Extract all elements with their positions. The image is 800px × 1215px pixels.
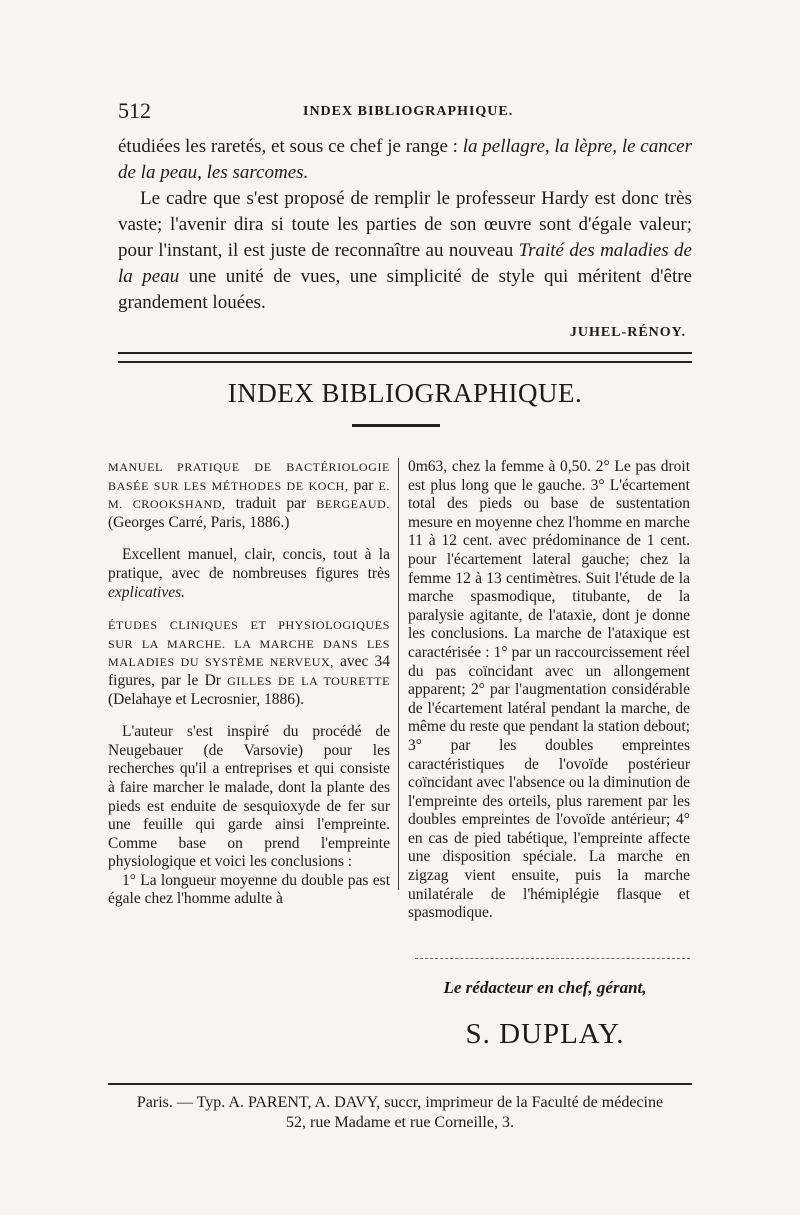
ref1-title: MANUEL PRATIQUE DE BACTÉRIOLOGIE BASÉE SUR LES MÉTHODES DE KOCH, [108, 460, 390, 493]
review1-text: Excellent manuel, clair, concis, tout à la pratique, avec de nombreuses figures très [108, 546, 390, 582]
editor-role: Le rédacteur en chef, gérant, [443, 978, 647, 997]
footer-rule [108, 1083, 692, 1085]
printer-line-1: Paris. — Typ. A. PARENT, A. DAVY, succr, imprimeur de la Faculté de médecine [136, 1094, 664, 1111]
dashed-rule [415, 958, 690, 959]
reference-entry-2 [108, 616, 390, 709]
ref1-mid2: traduit par [225, 495, 317, 513]
intro-p1-italic: la pellagre, la lèpre, le cancer de la peau, les sarcomes. [118, 136, 692, 183]
spacer [108, 532, 390, 546]
ref2-publisher: (Delahaye et Lecrosnier, 1886). [108, 690, 305, 708]
intro-paragraph-2 [118, 186, 692, 316]
running-title: INDEX BIBLIOGRAPHIQUE. [303, 104, 514, 119]
left-column [108, 458, 390, 909]
page-number: 512 [118, 98, 151, 123]
intro-p2-text-b: une unité de vues, une simplicité de style qui méritent d'être grandement louées. [118, 266, 692, 313]
ref1-translator: BERGEAUD. [316, 497, 390, 512]
intro-p2-italic: Traité des maladies de la peau [118, 240, 692, 287]
ref2-title: ÉTUDES CLINIQUES ET PHYSIOLOGIQUES SUR LA MARCHE. LA MARCHE DANS LES MALADIES DU SYSTÈME NERVEUX, [108, 618, 390, 670]
right-column-text: 0m63, chez la femme à 0,50. 2° Le pas droit est plus long que le gauche. 3° L'écartement total des pieds ou base de sustentation mesure en moyenne chez l'homme en marche 11 à 12 cent. avec prédominance de 1 cent. pour l'écartement lateral gauche; chez la femme 12 à 13 centimètres. Suit l'étude de la marche spasmodique, titubante, de la paralysie agitante, de l'ataxie, dont je donne les conclusions. La marche de l'ataxique est caractérisée : 1° par un raccourcissement réel du pas coïncidant avec un allongement apparent; 2° par l'augmentation considérable de l'écartement latéral pendant la marche, de même du reste que pendant la station debout; 3° par les doubles empreintes caractéristiques de l'ovoïde postérieur coïncidant avec l'absence ou la diminution de l'empreinte des orteils, plus rarement par les doubles empreintes de l'ovoïde antérieur; 4° en cas de pied tabétique, l'empreinte affecte une disposition spéciale. La marche en zigzag vient ensuite, puis la marche unilatérale de l'hémiplégie flasque et spasmodique. [408, 458, 690, 922]
section-title: INDEX BIBLIOGRAPHIQUE. [227, 378, 583, 408]
intro-p1-text: étudiées les raretés, et sous ce chef je range : [118, 136, 463, 157]
spacer [108, 602, 390, 616]
ref1-publisher: (Georges Carré, Paris, 1886.) [108, 513, 290, 531]
review-entry-1 [108, 546, 390, 602]
review1-italic: explicatives. [108, 583, 186, 601]
review-entry-2: L'auteur s'est inspiré du procédé de Neugebauer (de Varsovie) pour les recherches qu'il a entreprises et qui consiste à faire marcher le malade, dont la plante des pieds est enduite de sesquioxyde de fer sur une feuille qui garde ainsi l'empreinte. Comme base on prend l'empreinte physiologique et voici les conclusions : [108, 723, 390, 871]
ref1-author: E. M. CROOKSHAND, [108, 478, 390, 512]
ref2-author: GILLES DE LA TOURETTE [227, 673, 391, 688]
printer-line-2: 52, rue Madame et rue Corneille, 3. [286, 1114, 514, 1131]
running-head [118, 98, 692, 124]
spacer [108, 709, 390, 723]
double-rule [118, 352, 692, 363]
intro-paragraph-1 [118, 134, 692, 186]
ref1-mid: par [348, 476, 379, 494]
review-signature: JUHEL-RÉNOY. [569, 325, 686, 340]
intro-p2-text-a: Le cadre que s'est proposé de remplir le professeur Hardy est donc très vaste; l'avenir dira si toute les parties de son œuvre sont d'égale valeur; pour l'instant, il est juste de reconnaître au nouveau [118, 188, 692, 261]
ref2-mid: avec 34 figures, par le Dr [108, 653, 391, 689]
title-underline [352, 424, 440, 427]
editor-name: S. DUPLAY. [465, 1018, 625, 1050]
column-divider [398, 458, 399, 890]
reference-entry-1 [108, 458, 390, 532]
right-column [408, 458, 690, 923]
review-conclusion [118, 134, 692, 346]
review-entry-2-conclusion-1: 1° La longueur moyenne du double pas est égale chez l'homme adulte à [108, 871, 390, 908]
